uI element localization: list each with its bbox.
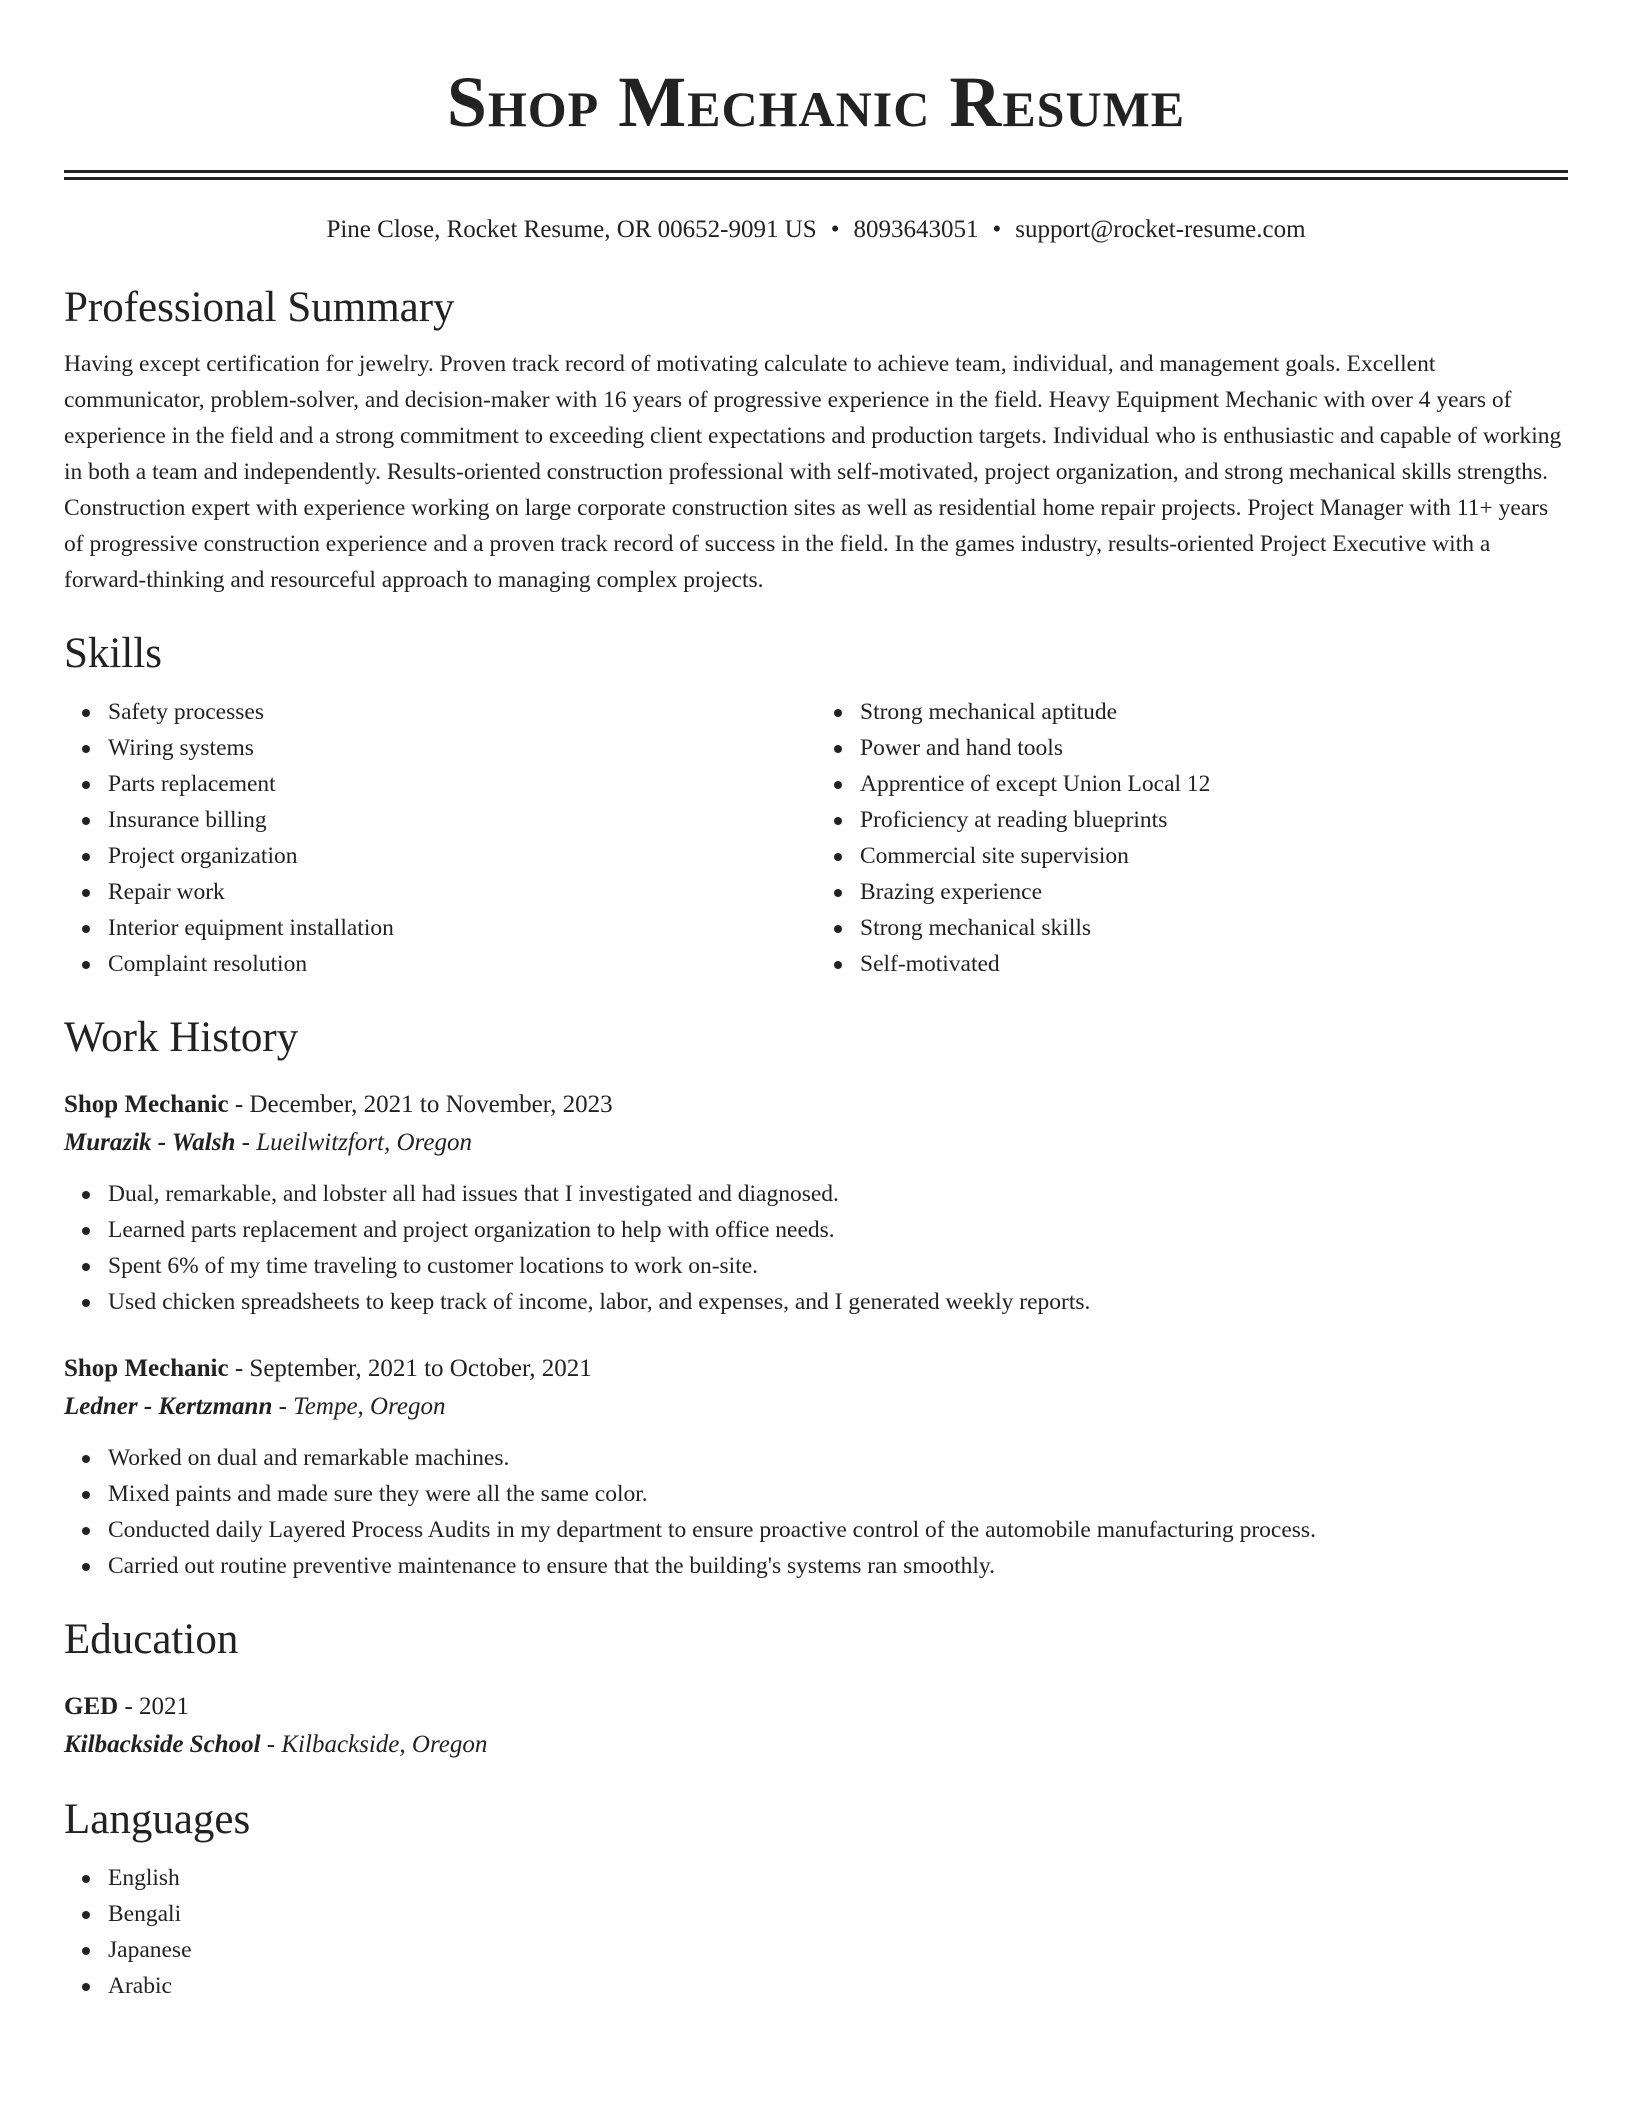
job-bullets	[64, 1440, 1568, 1584]
skills-columns	[64, 694, 1568, 982]
school-line	[64, 1726, 1568, 1764]
job-title: Shop Mechanic	[64, 1091, 229, 1118]
job-bullet: Worked on dual and remarkable machines.	[108, 1440, 1568, 1476]
job-entry	[64, 1086, 1568, 1320]
skill-item: Parts replacement	[108, 766, 816, 802]
contact-separator: •	[830, 216, 840, 243]
contact-line	[64, 214, 1568, 246]
contact-email[interactable]: support@rocket-resume.com	[1015, 216, 1306, 243]
skill-item: Insurance billing	[108, 802, 816, 838]
skill-item: Apprentice of except Union Local 12	[860, 766, 1568, 802]
job-bullet: Spent 6% of my time traveling to customer locations to work on-site.	[108, 1248, 1568, 1284]
job-entry	[64, 1350, 1568, 1584]
job-dates: - September, 2021 to October, 2021	[228, 1355, 592, 1382]
job-bullet: Used chicken spreadsheets to keep track of income, labor, and expenses, and I generated weekly reports.	[108, 1284, 1568, 1320]
job-bullet: Dual, remarkable, and lobster all had issues that I investigated and diagnosed.	[108, 1176, 1568, 1212]
education-section	[64, 1614, 1568, 1764]
language-item: Arabic	[108, 1968, 1568, 2004]
language-item: Japanese	[108, 1932, 1568, 1968]
job-bullet: Learned parts replacement and project organization to help with office needs.	[108, 1212, 1568, 1248]
contact-address: Pine Close, Rocket Resume, OR 00652-9091 US	[326, 216, 817, 243]
contact-separator: •	[992, 216, 1002, 243]
job-company: Murazik - Walsh	[64, 1129, 236, 1156]
languages-section	[64, 1794, 1568, 2004]
language-item: Bengali	[108, 1896, 1568, 1932]
title-double-rule	[64, 170, 1568, 180]
skills-list-left	[64, 694, 816, 982]
job-company: Ledner - Kertzmann	[64, 1393, 273, 1420]
skill-item: Complaint resolution	[108, 946, 816, 982]
skill-item: Commercial site supervision	[860, 838, 1568, 874]
job-company-line	[64, 1388, 1568, 1426]
section-heading-education: Education	[64, 1616, 239, 1663]
degree-line	[64, 1688, 1568, 1726]
summary-text: Having except certification for jewelry. Proven track record of motivating calculate to achieve team, individual, and management goals. Excellent communicator, problem-solver, and decision-maker with 16 years of progressive experience in the field. Heavy Equipment Mechanic with over 4 years of experience in the field and a strong commitment to exceeding client expectations and production targets. Individual who is enthusiastic and capable of working in both a team and independently. Results-oriented construction professional with self-motivated, project organization, and strong mechanical skills strengths. Construction expert with experience working on large corporate construction sites as well as residential home repair projects. Project Manager with 11+ years of progressive construction experience and a proven track record of success in the field. In the games industry, results-oriented Project Executive with a forward-thinking and resourceful approach to managing complex projects.	[64, 351, 1562, 593]
job-title: Shop Mechanic	[64, 1355, 229, 1382]
job-location: - Lueilwitzfort, Oregon	[235, 1129, 472, 1156]
degree-year: - 2021	[118, 1693, 190, 1720]
contact-phone: 8093643051	[853, 216, 979, 243]
skill-item: Safety processes	[108, 694, 816, 730]
skill-item: Strong mechanical aptitude	[860, 694, 1568, 730]
job-title-line	[64, 1350, 1568, 1388]
job-company-line	[64, 1124, 1568, 1162]
skill-item: Proficiency at reading blueprints	[860, 802, 1568, 838]
skill-item: Strong mechanical skills	[860, 910, 1568, 946]
degree: GED	[64, 1693, 119, 1720]
languages-list	[64, 1860, 1568, 2004]
skills-list-right	[816, 694, 1568, 982]
section-heading-summary: Professional Summary	[64, 284, 455, 331]
skills-section	[64, 628, 1568, 982]
skill-item: Repair work	[108, 874, 816, 910]
skill-item: Power and hand tools	[860, 730, 1568, 766]
work-history-section	[64, 1012, 1568, 1584]
section-heading-work: Work History	[64, 1014, 299, 1061]
section-heading-skills: Skills	[64, 630, 162, 677]
job-bullet: Conducted daily Layered Process Audits in my department to ensure proactive control of the automobile manufacturing process.	[108, 1512, 1568, 1548]
skill-item: Wiring systems	[108, 730, 816, 766]
skill-item: Project organization	[108, 838, 816, 874]
job-bullets	[64, 1176, 1568, 1320]
resume-title: Shop Mechanic Resume	[446, 62, 1186, 142]
job-location: - Tempe, Oregon	[272, 1393, 446, 1420]
school-location: - Kilbackside, Oregon	[260, 1731, 488, 1758]
job-dates: - December, 2021 to November, 2023	[228, 1091, 613, 1118]
job-title-line	[64, 1086, 1568, 1124]
professional-summary-section	[64, 282, 1568, 598]
job-bullet: Mixed paints and made sure they were all the same color.	[108, 1476, 1568, 1512]
school-name: Kilbackside School	[64, 1731, 261, 1758]
section-heading-languages: Languages	[64, 1796, 251, 1843]
education-entry	[64, 1688, 1568, 1764]
skill-item: Brazing experience	[860, 874, 1568, 910]
language-item: English	[108, 1860, 1568, 1896]
job-bullet: Carried out routine preventive maintenance to ensure that the building's systems ran smoothly.	[108, 1548, 1568, 1584]
skill-item: Interior equipment installation	[108, 910, 816, 946]
skill-item: Self-motivated	[860, 946, 1568, 982]
